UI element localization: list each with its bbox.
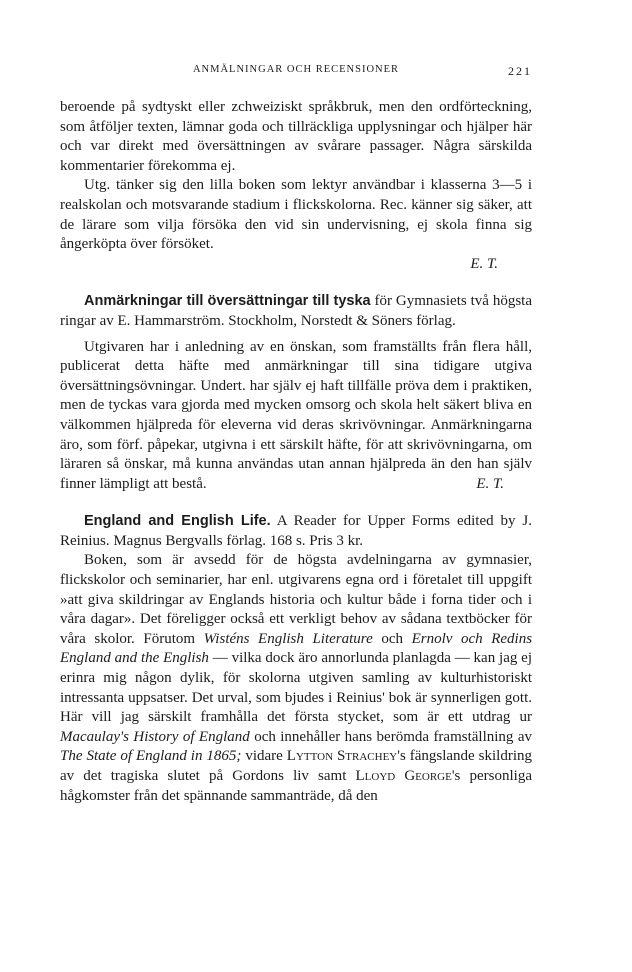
page-body [60, 98, 532, 806]
review3-text-g: 's personliga hågkomster från det spännande sammanträde, då den [60, 768, 532, 804]
review3-text-b: och [381, 630, 403, 647]
review3-heading [60, 512, 532, 551]
page [60, 64, 532, 806]
review3-text-c: — vilka dock äro annorlunda planlagda — kan jag ej erinra mig någon dylik, för skolorna utgiven samling av kulturhistoriskt intressanta uppsatser. Det urval, som bjudes i Reinius' bok är synnerligen gott. Här vill jag särskilt framhålla det första stycket, som är ett utdrag ur [60, 650, 532, 726]
review3-author-2: Lloyd George [355, 768, 452, 784]
review3-title: England and English Life. [84, 513, 271, 530]
review3-text-a: Boken, som är avsedd för de högsta avdelningarna av gymnasier, flickskolor och seminarier, har enl. utgivarens egna ord i företalet till uppgift »att giva skildringar av Englands historia och kultur både i forna tider och i våra dagar». Det föreligger också ett verkligt behov av sådana textböcker för våra skolor. Förutom [60, 552, 532, 647]
review2-title: Anmärkningar till översättningar till tyska [84, 293, 371, 310]
review3-text-d: och innehåller hans berömda framställning av [254, 728, 532, 745]
review3-text-e: vidare [245, 748, 283, 765]
review3-paragraph-1 [60, 551, 532, 806]
review3-work-2: Ernolv och Redins England and the English [60, 630, 533, 667]
running-title: ANMÄLNINGAR OCH RECENSIONER [192, 64, 400, 75]
review2-heading [60, 292, 532, 331]
review2-signature: E. T. [476, 475, 504, 492]
section-separator [60, 274, 532, 292]
review2-paragraph-1 [60, 338, 532, 495]
review1-signature: E. T. [470, 255, 498, 272]
review3-work-3: Macaulay's History of England [60, 728, 250, 745]
review3-work-4: The State of England in 1865; [60, 748, 242, 765]
review3-work-1: Wisténs English Literature [203, 630, 373, 647]
review3-text-f: 's fängslande skildring av det tragiska slutet på Gordons liv samt [60, 748, 532, 784]
running-header [60, 64, 532, 84]
section-separator [60, 494, 532, 512]
review2-citation: för Gymnasiets två högsta ringar av E. Hammarström. Stockholm, Norstedt & Söners förlag. [60, 293, 532, 329]
review2-paragraph-text: Utgivaren har i anledning av en önskan, som framställts från flera håll, publicerat detta häfte med anmärkningar till sina tidigare utgiva översättningsövningar. Undert. har själv ej haft tillfälle pröva dem i praktiken, men de tyckas vara gjorda med mycken omsorg och skola helt säkert bliva en välkommen hjälpreda för eleverna vid deras skrivövningar. Anmärkningarna äro, som förf. påpekar, utgivna i ett särskilt häfte, för att skrivövningarna, om läraren så önskar, må kunna användas utan annan hjälpreda än den han själv finner lämpligt att bestå. [60, 338, 532, 492]
review1-paragraph-continued: beroende på sydtyskt eller zchweiziskt språkbruk, men den ordförteckning, som åtföljer texten, lämnar goda och tillräckliga upplysningar och hjälper här och var direkt med översättningen av svårare passager. Några särskilda kommentarier förekomma ej. [60, 99, 532, 174]
review3-citation: A Reader for Upper Forms edited by J. Reinius. Magnus Bergvalls förlag. 168 s. Pris 3 kr. [60, 513, 532, 549]
review3-author-1: Lytton Strachey [286, 748, 398, 765]
page-number: 221 [508, 64, 532, 78]
review1-paragraph-2: Utg. tänker sig den lilla boken som lektyr användbar i klasserna 3—5 i realskolan och motsvarande stadium i flickskolorna. Rec. känner sig säker, att de lärare som vilja försöka den vid sin undervisning, ej skola finna sig ångerköpta över försöket. [60, 177, 532, 253]
